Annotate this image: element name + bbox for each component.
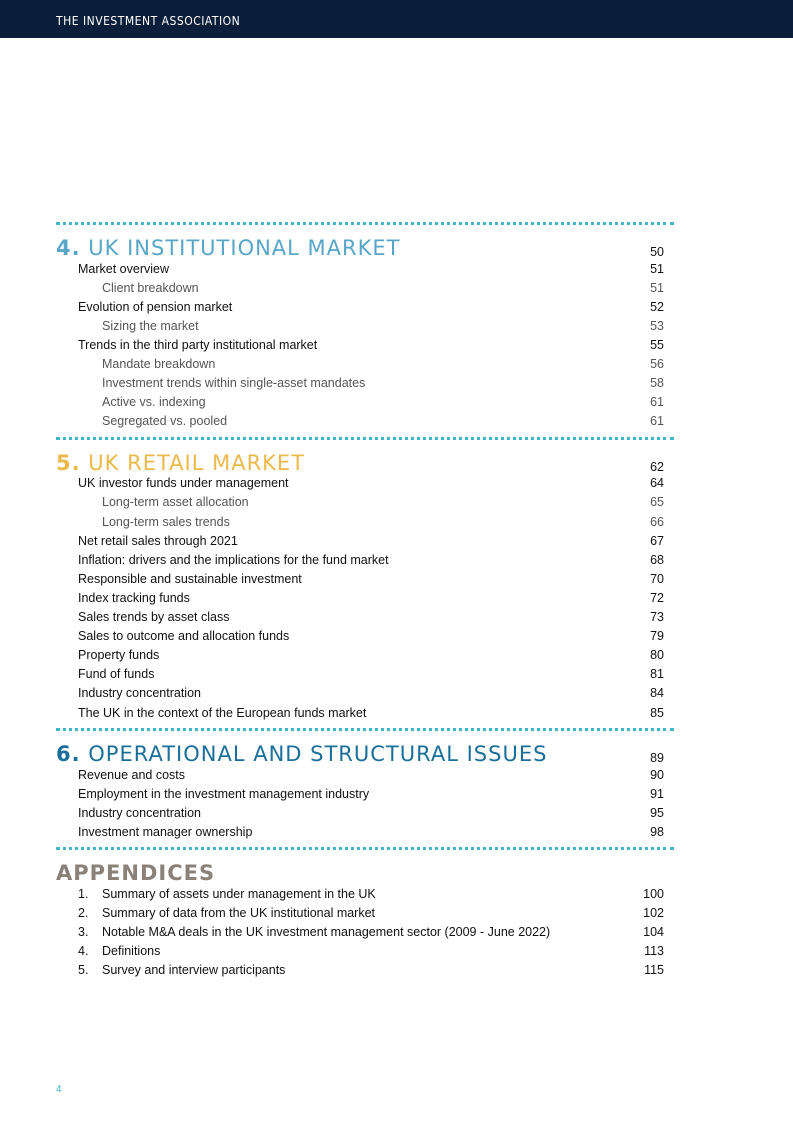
section-page: 62 [650,459,664,474]
toc-section-4 [56,229,676,431]
toc-subentry[interactable]: Mandate breakdown 56 [102,357,664,372]
appendices-title: APPENDICES [56,861,216,886]
toc-entry[interactable]: Fund of funds 81 [78,667,664,682]
toc-subentry[interactable]: Active vs. indexing 61 [102,395,664,410]
dotted-divider [56,437,674,440]
toc-entry[interactable]: Index tracking funds 72 [78,590,664,605]
toc-subentry[interactable]: Long-term asset allocation 65 [102,495,664,510]
toc-subentry[interactable]: Long-term sales trends 66 [102,514,664,529]
toc-entry[interactable]: Market overview 51 [78,261,664,276]
section-page: 50 [650,245,664,259]
section-title: 4. UK INSTITUTIONAL MARKET [56,236,401,260]
toc-entry[interactable]: UK investor funds under management 64 [78,476,664,491]
dotted-divider [56,222,674,225]
toc-appendix-entry[interactable]: 5. Survey and interview participants 115 [78,963,664,978]
dotted-divider [56,728,674,731]
toc-entry[interactable]: Responsible and sustainable investment 70 [78,571,664,586]
toc-section-5 [56,444,676,722]
toc-entry[interactable]: Industry concentration 95 [78,805,664,820]
toc-entry[interactable]: Revenue and costs 90 [78,767,664,782]
section-title: 5. UK RETAIL MARKET [56,450,306,475]
toc-subentry[interactable]: Client breakdown 51 [102,280,664,295]
toc-entry[interactable]: Inflation: drivers and the implications for the fund market 68 [78,552,664,567]
section-title: 6. OPERATIONAL AND STRUCTURAL ISSUES [56,742,548,767]
toc-entry[interactable]: Investment manager ownership 98 [78,824,664,839]
toc-appendix-entry[interactable]: 4. Definitions 113 [78,944,664,959]
section-heading[interactable] [56,735,676,765]
header-title: THE INVESTMENT ASSOCIATION [56,14,241,28]
toc-entry[interactable]: Trends in the third party institutional market 55 [78,337,664,352]
toc-entry[interactable]: The UK in the context of the European funds market 85 [78,705,664,720]
toc-appendix-entry[interactable]: 3. Notable M&A deals in the UK investment management sector (2009 - June 2022) 104 [78,925,664,940]
toc-appendices [56,854,676,979]
toc-entry[interactable]: Evolution of pension market 52 [78,299,664,314]
toc-section-6 [56,735,676,841]
section-page: 89 [650,751,664,766]
section-heading[interactable] [56,444,676,474]
toc-subentry[interactable]: Segregated vs. pooled 61 [102,414,664,429]
toc-entry[interactable]: Sales trends by asset class 73 [78,610,664,625]
toc-entry[interactable]: Employment in the investment management industry 91 [78,786,664,801]
toc-appendix-entry[interactable]: 2. Summary of data from the UK institutional market 102 [78,906,664,921]
page-header [0,0,793,38]
toc-entry[interactable]: Property funds 80 [78,648,664,663]
toc-entry[interactable]: Sales to outcome and allocation funds 79 [78,629,664,644]
dotted-divider [56,847,674,850]
toc-entry[interactable]: Industry concentration 84 [78,686,664,701]
toc-entry[interactable]: Net retail sales through 2021 67 [78,533,664,548]
toc-subentry[interactable]: Sizing the market 53 [102,318,664,333]
table-of-contents [56,222,676,986]
toc-appendix-entry[interactable]: 1. Summary of assets under management in the UK 100 [78,886,664,901]
toc-subentry[interactable]: Investment trends within single-asset mandates 58 [102,376,664,391]
section-heading[interactable] [56,229,676,259]
page-number: 4 [56,1084,62,1095]
section-heading[interactable] [56,854,676,884]
